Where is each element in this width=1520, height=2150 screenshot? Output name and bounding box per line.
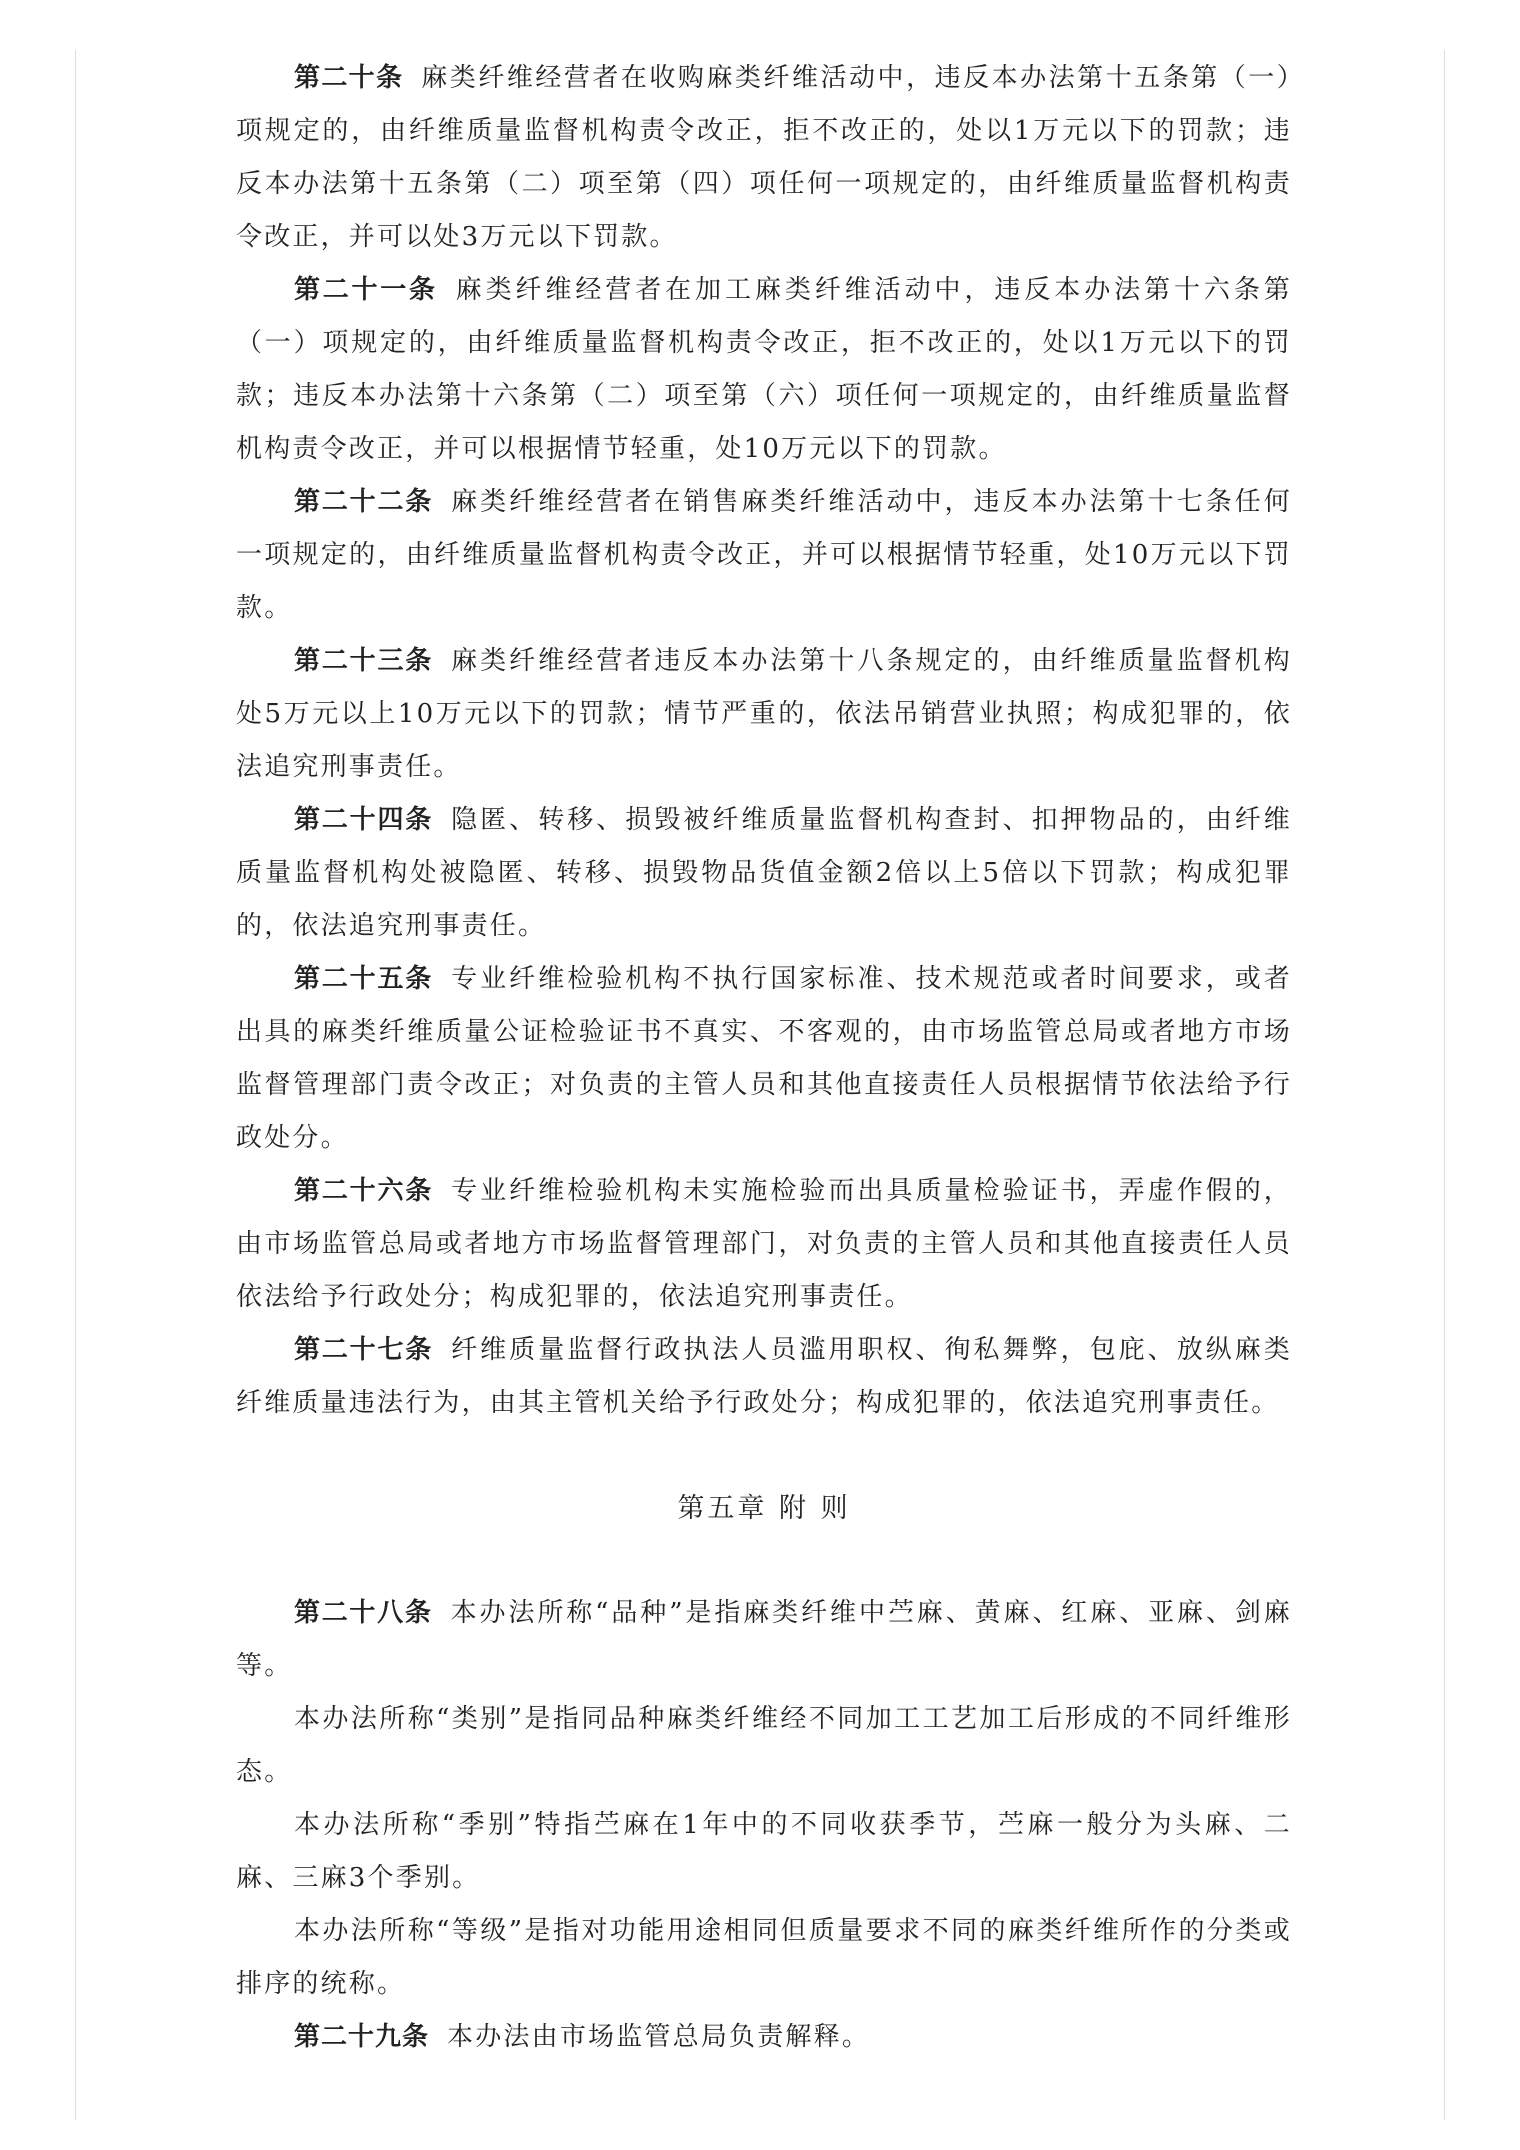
page-border-left bbox=[75, 50, 76, 2120]
article-number: 第二十三条 bbox=[294, 646, 434, 676]
page-border-right bbox=[1444, 50, 1445, 2120]
document-body bbox=[236, 52, 1292, 2064]
paragraph-text: 本办法所称“等级”是指对功能用途相同但质量要求不同的麻类纤维所作的分类或排序的统称。 bbox=[236, 1916, 1292, 1999]
paragraph-text: 本办法所称“季别”特指苎麻在1年中的不同收获季节，苎麻一般分为头麻、二麻、三麻3个季别。 bbox=[236, 1810, 1292, 1893]
article-number: 第二十八条 bbox=[294, 1598, 433, 1628]
definition-paragraph bbox=[236, 1799, 1292, 1905]
article-paragraph bbox=[236, 52, 1292, 264]
article-number: 第二十五条 bbox=[294, 964, 434, 994]
article-text: 专业纤维检验机构不执行国家标准、技术规范或者时间要求，或者出具的麻类纤维质量公证检验证书不真实、不客观的，由市场监管总局或者地方市场监督管理部门责令改正；对负责的主管人员和其他直接责任人员根据情节依法给予行政处分。 bbox=[236, 964, 1292, 1153]
article-number: 第二十二条 bbox=[294, 487, 434, 517]
article-paragraph bbox=[236, 794, 1292, 953]
article-text: 隐匿、转移、损毁被纤维质量监督机构查封、扣押物品的，由纤维质量监督机构处被隐匿、转移、损毁物品货值金额2倍以上5倍以下罚款；构成犯罪的，依法追究刑事责任。 bbox=[236, 805, 1292, 941]
article-number: 第二十四条 bbox=[294, 805, 434, 835]
article-number: 第二十条 bbox=[294, 63, 404, 93]
paragraph-text: 本办法所称“类别”是指同品种麻类纤维经不同加工工艺加工后形成的不同纤维形态。 bbox=[236, 1704, 1292, 1787]
article-number: 第二十九条 bbox=[294, 2022, 430, 2052]
article-text: 纤维质量监督行政执法人员滥用职权、徇私舞弊，包庇、放纵麻类纤维质量违法行为，由其主管机关给予行政处分；构成犯罪的，依法追究刑事责任。 bbox=[236, 1335, 1292, 1418]
article-number: 第二十一条 bbox=[294, 275, 438, 305]
article-text: 麻类纤维经营者违反本办法第十八条规定的，由纤维质量监督机构处5万元以上10万元以下的罚款；情节严重的，依法吊销营业执照；构成犯罪的，依法追究刑事责任。 bbox=[236, 646, 1292, 782]
chapter-title: 第五章 附 则 bbox=[677, 1493, 851, 1524]
article-text: 麻类纤维经营者在收购麻类纤维活动中，违反本办法第十五条第（一）项规定的，由纤维质量监督机构责令改正，拒不改正的，处以1万元以下的罚款；违反本办法第十五条第（二）项至第（四）项任何一项规定的，由纤维质量监督机构责令改正，并可以处3万元以下罚款。 bbox=[236, 63, 1292, 252]
article-paragraph bbox=[236, 1324, 1292, 1430]
article-paragraph bbox=[236, 635, 1292, 794]
article-paragraph bbox=[236, 476, 1292, 635]
article-text: 麻类纤维经营者在加工麻类纤维活动中，违反本办法第十六条第（一）项规定的，由纤维质量监督机构责令改正，拒不改正的，处以1万元以下的罚款；违反本办法第十六条第（二）项至第（六）项任何一项规定的，由纤维质量监督机构责令改正，并可以根据情节轻重，处10万元以下的罚款。 bbox=[236, 275, 1292, 464]
article-number: 第二十七条 bbox=[294, 1335, 434, 1365]
article-text: 专业纤维检验机构未实施检验而出具质量检验证书，弄虚作假的，由市场监管总局或者地方市场监督管理部门，对负责的主管人员和其他直接责任人员依法给予行政处分；构成犯罪的，依法追究刑事责任。 bbox=[236, 1176, 1292, 1312]
article-paragraph bbox=[236, 2011, 1292, 2064]
article-text: 本办法所称“品种”是指麻类纤维中苎麻、黄麻、红麻、亚麻、剑麻等。 bbox=[236, 1598, 1292, 1681]
definition-paragraph bbox=[236, 1905, 1292, 2011]
article-paragraph bbox=[236, 264, 1292, 476]
definition-paragraph bbox=[236, 1693, 1292, 1799]
article-number: 第二十六条 bbox=[294, 1176, 434, 1206]
article-paragraph bbox=[236, 953, 1292, 1165]
article-text: 麻类纤维经营者在销售麻类纤维活动中，违反本办法第十七条任何一项规定的，由纤维质量监督机构责令改正，并可以根据情节轻重，处10万元以下罚款。 bbox=[236, 487, 1292, 623]
article-text: 本办法由市场监管总局负责解释。 bbox=[447, 2022, 871, 2052]
article-paragraph bbox=[236, 1587, 1292, 1693]
article-paragraph bbox=[236, 1165, 1292, 1324]
